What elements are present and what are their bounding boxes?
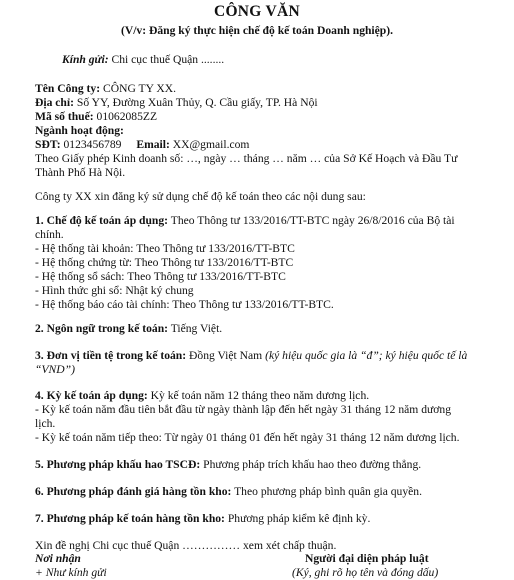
signer-title: Người đại diện pháp luật xyxy=(305,552,429,565)
recipients-item: + Như kính gửi xyxy=(35,566,107,579)
company-name-label: Tên Công ty: xyxy=(35,82,101,95)
section-4-item-1: - Kỳ kế toán năm đầu tiên bắt đầu từ ngày thành lập đến hết ngày 31 tháng 12 năm dương xyxy=(35,403,452,416)
section-3-line-1 xyxy=(35,349,484,363)
intro-text: Công ty XX xin đăng ký sử dụng chế độ kế toán theo các nội dung sau: xyxy=(35,190,366,203)
section-6 xyxy=(35,485,484,499)
section-5-heading: 5. Phương pháp khấu hao TSCĐ: xyxy=(35,458,201,471)
section-5 xyxy=(35,458,484,472)
company-name-value: CÔNG TY XX. xyxy=(102,82,177,95)
section-4-line-1 xyxy=(35,389,484,403)
address-line xyxy=(35,96,484,110)
section-1-item: - Hệ thống báo cáo tài chính: Theo Thông tư 133/2016/TT-BTC. xyxy=(35,298,334,311)
company-name-line xyxy=(35,82,484,96)
tax-code-line xyxy=(35,110,484,124)
address-label: Địa chỉ: xyxy=(35,96,74,109)
license-line-2: Thành Phố Hà Nội. xyxy=(35,166,126,179)
section-3-text: Đồng Việt Nam xyxy=(189,349,263,362)
section-6-heading: 6. Phương pháp đánh giá hàng tồn kho: xyxy=(35,485,232,498)
tax-code-label: Mã số thuế: xyxy=(35,110,94,123)
section-7 xyxy=(35,512,484,526)
license-line-1: Theo Giấy phép Kinh doanh số: …, ngày … tháng … năm … của Sở Kế Hoạch và Đầu Tư xyxy=(35,152,458,165)
recipient-line xyxy=(62,53,484,67)
section-1-text: Theo Thông tư 133/2016/TT-BTC ngày 26/8/2016 của Bộ tài xyxy=(170,214,455,227)
contact-line xyxy=(35,138,484,152)
signer-note: (Ký, ghi rõ họ tên và đóng dấu) xyxy=(292,566,439,579)
phone-label: SĐT: xyxy=(35,138,61,151)
section-2 xyxy=(35,322,484,336)
section-4-text: Kỳ kế toán năm 12 tháng theo năm dương lịch. xyxy=(150,389,370,402)
section-3-note: (ký hiệu quốc gia là “đ”; ký hiệu quốc tế là xyxy=(265,349,468,362)
recipient-value: Chi cục thuế Quận ........ xyxy=(111,53,225,66)
section-4-item-1-cont: lịch. xyxy=(35,417,56,430)
email-value: XX@gmail.com xyxy=(172,138,250,151)
section-1-text-cont: chính. xyxy=(35,228,64,241)
recipients-label: Nơi nhận xyxy=(35,552,81,565)
section-3-heading: 3. Đơn vị tiền tệ trong kế toán: xyxy=(35,349,187,362)
tax-code-value: 01062085ZZ xyxy=(96,110,158,123)
email-label: Email: xyxy=(136,138,170,151)
recipient-label: Kính gửi: xyxy=(62,53,109,66)
document-title: CÔNG VĂN xyxy=(213,3,301,20)
section-7-heading: 7. Phương pháp kế toán hàng tồn kho: xyxy=(35,512,225,525)
section-7-text: Phương pháp kiểm kê định kỳ. xyxy=(227,512,371,525)
section-4-heading: 4. Kỳ kế toán áp dụng: xyxy=(35,389,148,402)
section-1-heading: 1. Chế độ kế toán áp dụng: xyxy=(35,214,169,227)
document-subtitle: (V/v: Đăng ký thực hiện chế độ kế toán Doanh nghiệp). xyxy=(120,24,394,37)
phone-value: 0123456789 xyxy=(63,138,122,151)
industry-label: Ngành hoạt động: xyxy=(35,124,124,137)
section-6-text: Theo phương pháp bình quân gia quyền. xyxy=(234,485,422,498)
section-5-text: Phương pháp trích khấu hao theo đường thẳng. xyxy=(203,458,422,471)
section-1-line-1 xyxy=(35,214,484,228)
section-1-item: - Hệ thống chứng từ: Theo Thông tư 133/2016/TT-BTC xyxy=(35,256,294,269)
address-value: Số YY, Đường Xuân Thủy, Q. Cầu giấy, TP. Hà Nội xyxy=(76,96,318,109)
section-3-note-cont: “VND”) xyxy=(35,363,75,376)
section-1-item: - Hệ thống sổ sách: Theo Thông tư 133/2016/TT-BTC xyxy=(35,270,286,283)
section-4-item-2: - Kỳ kế toán năm tiếp theo: Từ ngày 01 tháng 01 đến hết ngày 31 tháng 12 năm dương lịch. xyxy=(35,431,460,444)
section-2-heading: 2. Ngôn ngữ trong kế toán: xyxy=(35,322,168,335)
section-2-text: Tiếng Việt. xyxy=(170,322,223,335)
section-1-item: - Hệ thống tài khoản: Theo Thông tư 133/2016/TT-BTC xyxy=(35,242,295,255)
closing-text: Xin đề nghị Chi cục thuế Quận …………… xem xét chấp thuận. xyxy=(35,539,337,552)
section-1-item: - Hình thức ghi sổ: Nhật ký chung xyxy=(35,284,194,297)
